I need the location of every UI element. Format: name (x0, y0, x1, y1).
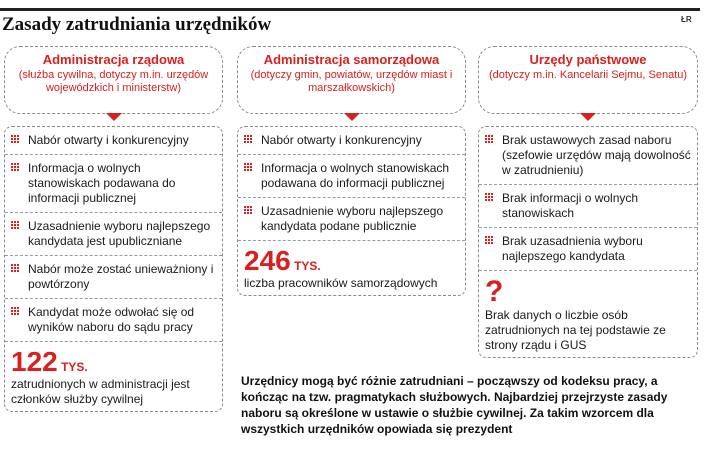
list-item (479, 185, 697, 228)
column-title: Administracja rządowa (42, 52, 185, 67)
grid-bullet-icon (11, 221, 20, 230)
list-item-text: Nabór otwarty i konkurencyjny (28, 133, 189, 147)
list-item-text: Kandydat może odwołać się od wyników naboru do sądu pracy (28, 305, 195, 334)
list-item-text: Brak uzasadnienia wyboru najlepszego kandydata (502, 234, 643, 263)
column-header (237, 46, 466, 114)
column-local-administration (237, 46, 466, 296)
question-mark-icon: ? (485, 275, 504, 308)
stat-description: zatrudnionych w administracji jest członków służby cywilnej (11, 377, 190, 406)
list-item (238, 155, 465, 198)
stat-unit: TYS. (294, 259, 321, 273)
column-subtitle: (służba cywilna, dotyczy m.in. urzędów wojewódzkich i ministerstw) (18, 69, 209, 94)
grid-bullet-icon (244, 206, 253, 215)
list-item (5, 256, 222, 299)
author-credit: ŁR (681, 15, 692, 24)
column-body (4, 126, 223, 412)
stat-description: Brak danych o liczbie osób zatrudnionych na tej podstawie ze strony rządu i GUS (485, 308, 666, 352)
grid-bullet-icon (11, 307, 20, 316)
list-item (238, 127, 465, 155)
column-subtitle: (dotyczy gmin, powiatów, urzędów miast i marszałkowskich) (250, 69, 453, 94)
grid-bullet-icon (244, 163, 253, 172)
stat-block (5, 342, 222, 411)
column-body (237, 126, 466, 296)
column-subtitle: (dotyczy m.in. Kancelarii Sejmu, Senatu) (488, 69, 688, 81)
list-item (5, 127, 222, 155)
column-header (478, 46, 698, 114)
list-item (479, 127, 697, 185)
column-government-administration (4, 46, 223, 412)
list-item (5, 213, 222, 256)
infographic-title: Zasady zatrudniania urzędników (2, 14, 272, 35)
list-item-text: Uzasadnienie wyboru najlepszego kandydata jest upubliczniane (28, 219, 211, 248)
grid-bullet-icon (485, 135, 494, 144)
list-item-text: Informacja o wolnych stanowiskach podawana do informacji publicznej (261, 161, 450, 190)
stat-value: 246 (244, 245, 291, 276)
column-header (4, 46, 223, 114)
list-item (479, 228, 697, 271)
stat-description: liczba pracowników samorządowych (244, 276, 438, 290)
grid-bullet-icon (11, 163, 20, 172)
list-item-text: Brak informacji o wolnych stanowiskach (502, 191, 639, 220)
summary-note: Urzędnicy mogą być różnie zatrudniani – począwszy od kodeksu pracy, a kończąc na tzw. pragmatykach służbowych. Najbardziej przejrzyste zasady naboru są określone w ustawie o służbie cywilnej. Za takim wzorcem dla wszystkich urzędników opowiada się prezydent (241, 374, 668, 436)
list-item-text: Informacja o wolnych stanowiskach podawana do informacji publicznej (28, 161, 176, 205)
grid-bullet-icon (485, 193, 494, 202)
grid-bullet-icon (11, 264, 20, 273)
list-item (238, 198, 465, 241)
list-item-text: Nabór może zostać unieważniony i powtórzony (28, 262, 214, 291)
column-state-offices (478, 46, 698, 358)
column-body (478, 126, 698, 358)
stat-value: 122 (11, 346, 58, 377)
grid-bullet-icon (485, 236, 494, 245)
list-item (5, 155, 222, 213)
stat-block (238, 241, 465, 295)
list-item-text: Nabór otwarty i konkurencyjny (261, 133, 422, 147)
grid-bullet-icon (11, 135, 20, 144)
list-item (5, 299, 222, 342)
top-rule (0, 8, 700, 11)
stat-unit: TYS. (61, 360, 88, 374)
list-item-text: Brak ustawowych zasad naboru (szefowie urzędów mają dowolność w zatrudnieniu) (502, 133, 691, 177)
stat-block (479, 271, 697, 357)
column-title: Administracja samorządowa (263, 52, 440, 67)
column-title: Urzędy państwowe (529, 52, 647, 67)
grid-bullet-icon (244, 135, 253, 144)
list-item-text: Uzasadnienie wyboru najlepszego kandydata podane publicznie (261, 204, 444, 233)
